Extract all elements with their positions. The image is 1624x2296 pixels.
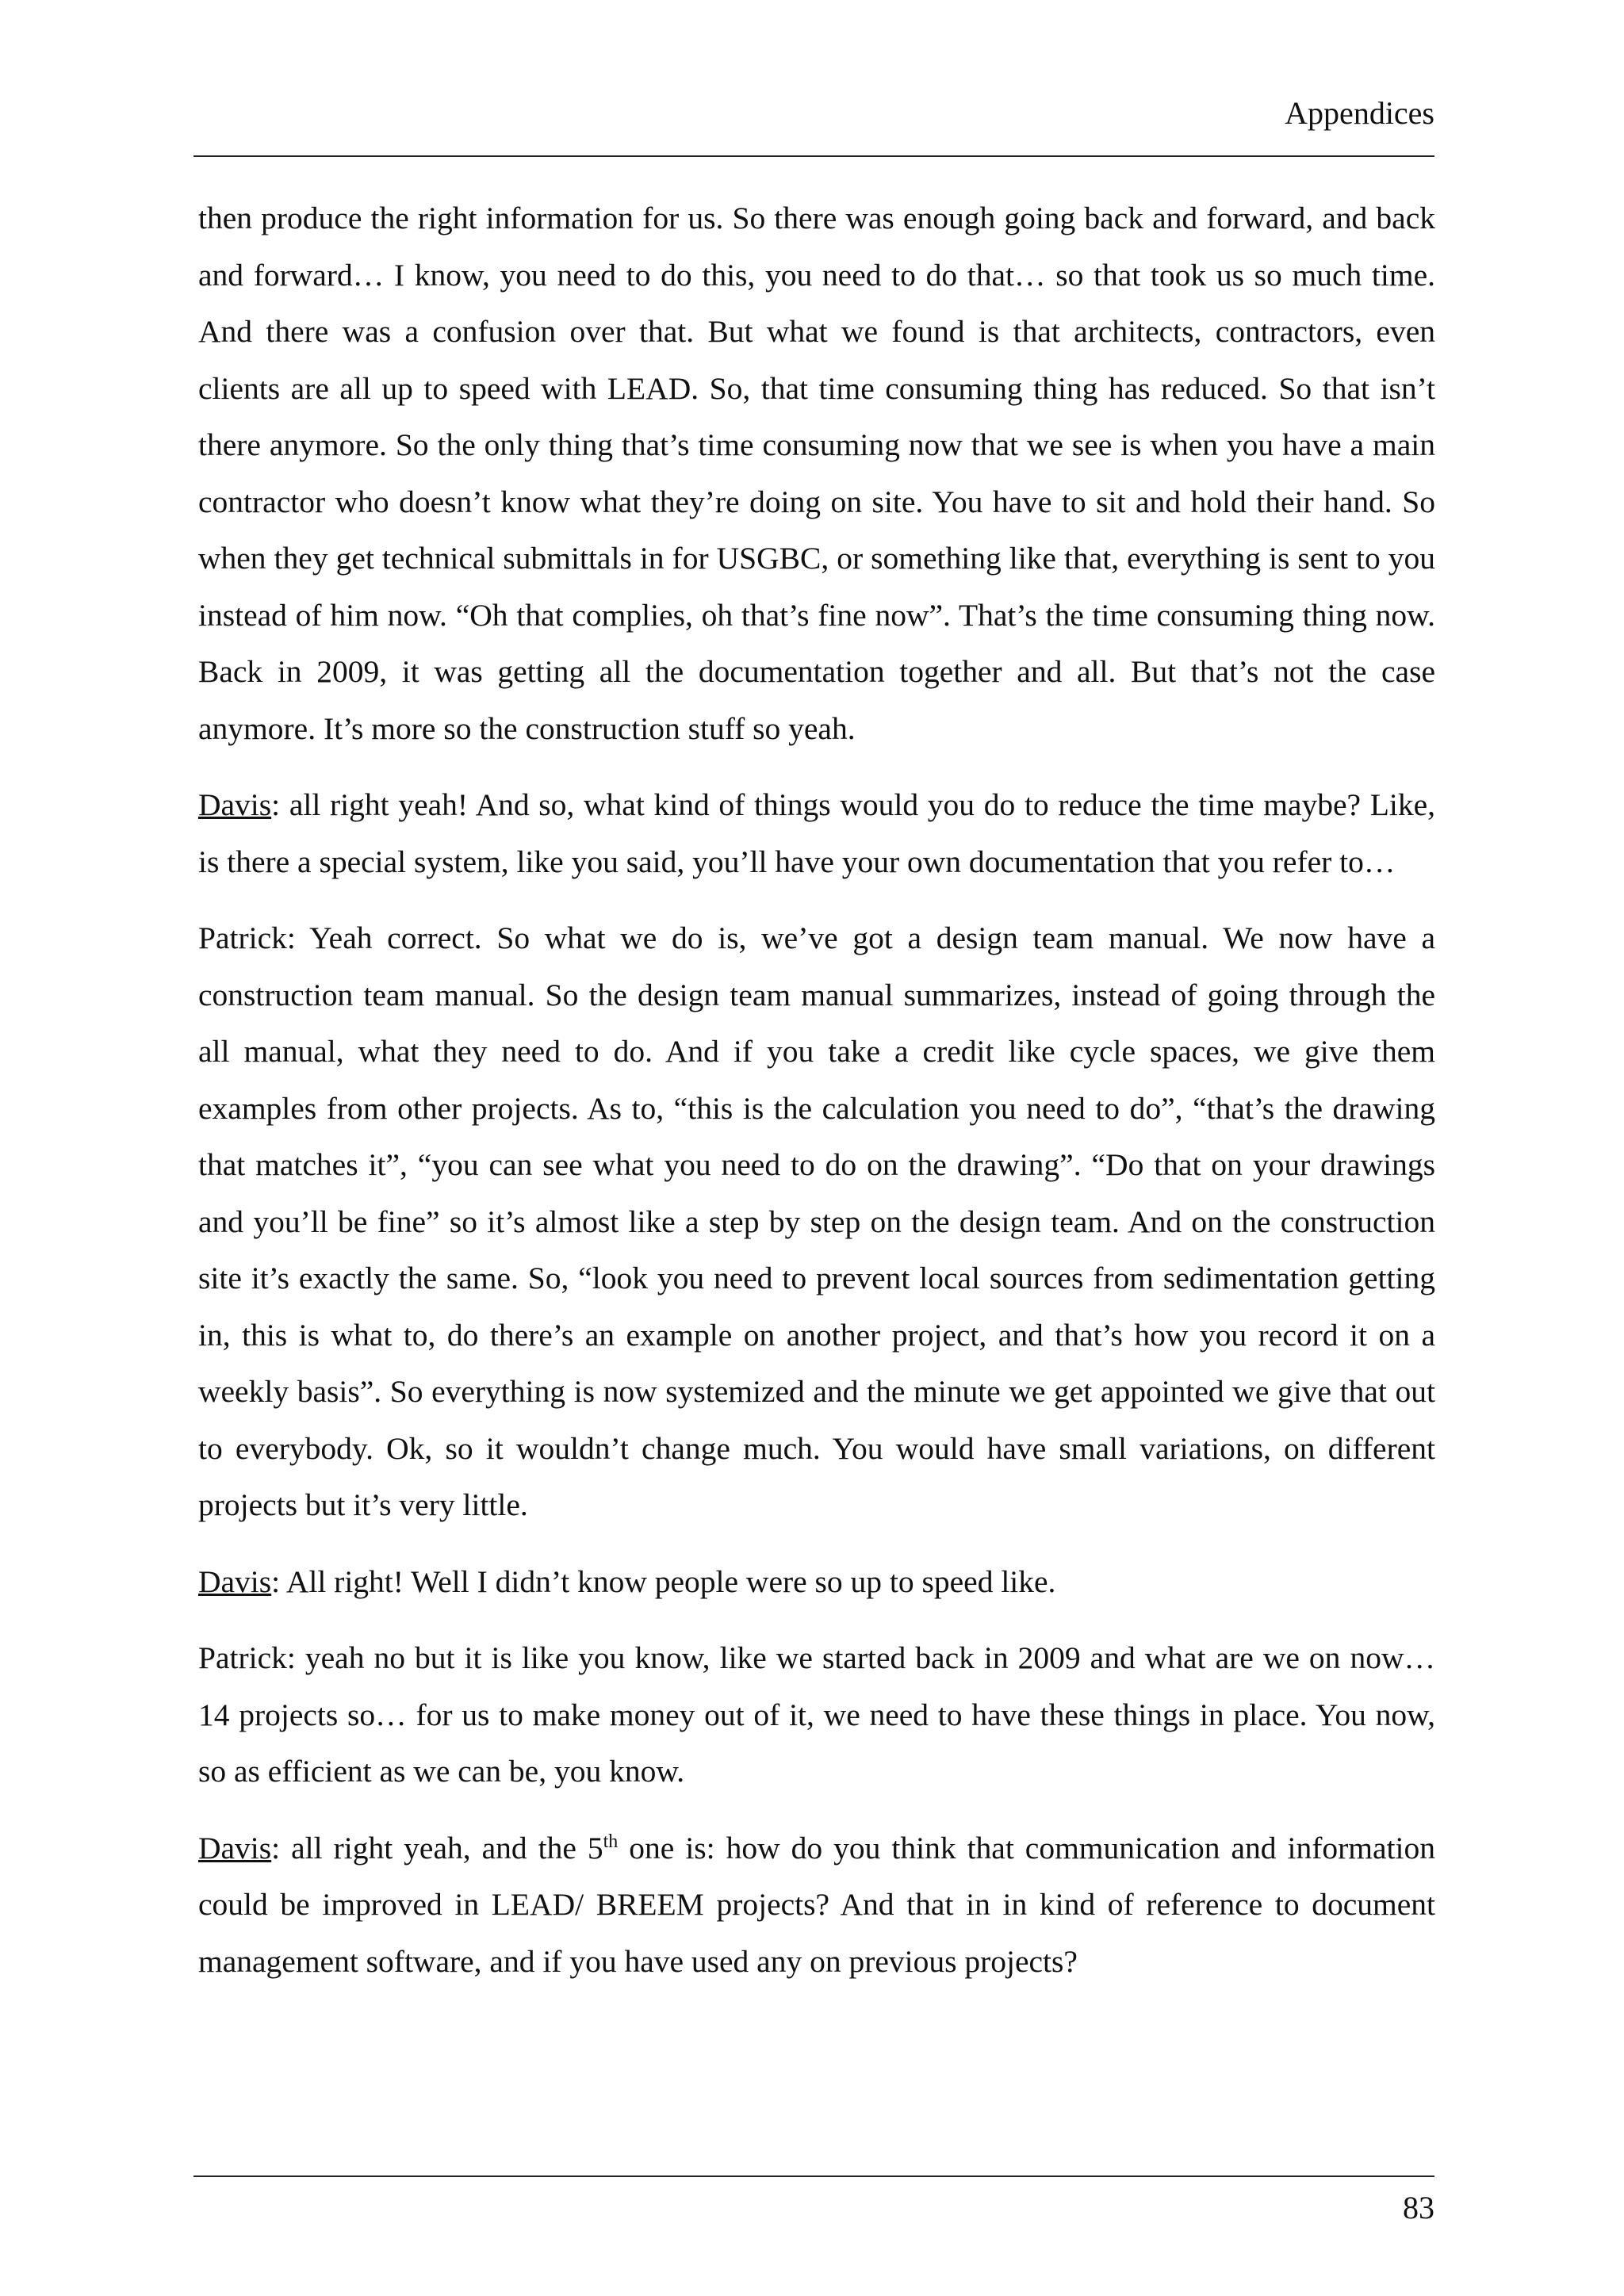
paragraph-text: : all right yeah! And so, what kind of things would you do to reduce the time maybe? Like, is there a special system, like you said, you’ll have your own documentation that you refer to… bbox=[198, 787, 1435, 879]
paragraph-text: one is: how do you think that communication and information could be improved in LEAD/ BREEM projects? And that in in kind of reference to document management software, and if you have used any on previous projects? bbox=[198, 1830, 1435, 1979]
paragraph bbox=[198, 777, 1435, 890]
paragraph-text: : All right! Well I didn’t know people were so up to speed like. bbox=[271, 1563, 1056, 1599]
speaker-name: Davis bbox=[198, 787, 272, 822]
ordinal-superscript: th bbox=[603, 1831, 619, 1852]
paragraph bbox=[198, 1630, 1435, 1800]
running-header: Appendices bbox=[1285, 95, 1434, 131]
paragraph bbox=[198, 910, 1435, 1534]
paragraph bbox=[198, 1820, 1435, 1991]
paragraph-text-lead: : all right yeah, and the 5 bbox=[271, 1830, 603, 1866]
paragraph-text: Patrick: yeah no but it is like you know, like we started back in 2009 and what are we on now… 14 projects so… for us to make money out of it, we need to have these things in place. You now, so as efficient as we can be, you know. bbox=[198, 1640, 1435, 1789]
paragraph bbox=[198, 1554, 1435, 1611]
speaker-name: Davis bbox=[198, 1830, 272, 1866]
paragraph-text: then produce the right information for us. So there was enough going back and forward, and back and forward… I know, you need to do this, you need to do that… so that took us so much time. And there was a confusion over that. But what we found is that architects, contractors, even clients are all up to speed with LEAD. So, that time consuming thing has reduced. So that isn’t there anymore. So the only thing that’s time consuming now that we see is when you have a main contractor who doesn’t know what they’re doing on site. You have to sit and hold their hand. So when they get technical submittals in for USGBC, or something like that, everything is sent to you instead of him now. “Oh that complies, oh that’s fine now”. That’s the time consuming thing now. Back in 2009, it was getting all the documentation together and all. But that’s not the case anymore. It’s more so the construction stuff so yeah. bbox=[198, 201, 1435, 746]
page-number: 83 bbox=[1403, 2190, 1434, 2225]
speaker-name: Davis bbox=[198, 1563, 272, 1599]
page-body bbox=[198, 190, 1435, 2010]
header-divider bbox=[193, 155, 1434, 157]
paragraph-text: Patrick: Yeah correct. So what we do is, we’ve got a design team manual. We now have a construction team manual. So the design team manual summarizes, instead of going through the all manual, what they need to do. And if you take a credit like cycle spaces, we give them examples from other projects. As to, “this is the calculation you need to do”, “that’s the drawing that matches it”, “you can see what you need to do on the drawing”. “Do that on your drawings and you’ll be fine” so it’s almost like a step by step on the design team. And on the construction site it’s exactly the same. So, “look you need to prevent local sources from sedimentation getting in, this is what to, do there’s an example on another project, and that’s how you record it on a weekly basis”. So everything is now systemized and the minute we get appointed we give that out to everybody. Ok, so it wouldn’t change much. You would have small variations, on different projects but it’s very little. bbox=[198, 920, 1435, 1522]
paragraph bbox=[198, 190, 1435, 757]
footer-divider bbox=[193, 2175, 1434, 2177]
